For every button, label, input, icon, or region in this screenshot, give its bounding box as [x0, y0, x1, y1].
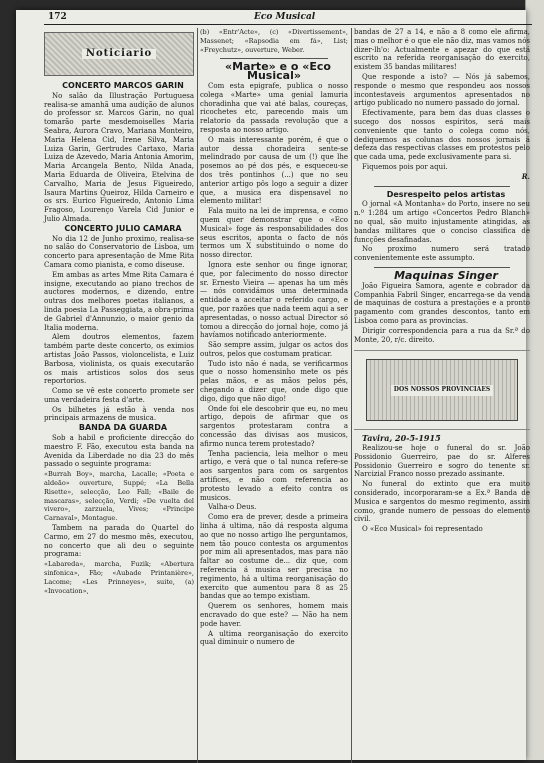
article-heading: Maquinas Singer	[394, 268, 498, 282]
paragraph: A ultima reorganisação do exercito qual diminuir o numero de	[200, 629, 348, 647]
page-number: 172	[48, 12, 67, 22]
paragraph: Dirigir correspondencia para a rua da Sr.ª do Monte, 20, r/c. direito.	[354, 326, 530, 344]
signature: R.	[521, 171, 530, 181]
column-3	[354, 28, 530, 535]
paragraph: Onde foi ele descobrir que eu, no meu artigo, depois de afirmar que os sargentos protestaram contra a concessão das divisas aos musicos, afirmo nunca terem protestado?	[200, 404, 348, 448]
paragraph: João Figueira Samora, agente e cobrador da Companhia Fabril Singer, encarrega-se da venda de maquinas de costura a prestações e a pronto pagamento com grandes descontos, tanto em Lisboa como para as provincias.	[354, 281, 530, 325]
column-2	[200, 28, 348, 648]
section-banner	[44, 32, 194, 76]
paragraph: Realizou-se hoje o funeral do sr. João Possidonio Guerreiro, pae do sr. Alferes Possidonio Guerreiro e sogro do tenente sr. Narcizial Franco nosso prezado assinante.	[354, 444, 530, 479]
dateline: Tavira, 20-5-1915	[362, 433, 441, 444]
article-heading: CONCERTO JULIO CAMARA	[64, 223, 182, 233]
paragraph: No funeral do extinto que era muito considerado, incorporaram-se a Ex.ª Banda de Musica e sargentos do mesmo regimento, assim como, grande numero de pessoas do elemento civil.	[354, 480, 530, 524]
divider	[220, 58, 328, 59]
section-logo	[354, 350, 530, 430]
program-list: «Burrah Boy», marcha, Lacalle; «Poeta e aldeão» ouverture, Suppé; «La Bella Risette», selecção, Leo Fall; «Baile de mascaras», selecção, Verdi; «De vuelta del vivero», zarzuela, Vives; «Principe Carnaval», Montague.	[44, 470, 194, 523]
paragraph: O «Eco Musical» foi representado	[362, 525, 483, 534]
paragraph: São sempre assim, julgar os actos dos outros, pelos que costumam praticar.	[200, 341, 348, 358]
paragraph: No dia 12 de Junho proximo, realisa-se no salão do Conservatorio de Lisboa, um concerto para apresentação de Mme Rita Camara como pianista, e como diseuse.	[44, 234, 194, 269]
paragraph: No proximo numero será tratado convenientemente este assumpto.	[354, 245, 530, 263]
paragraph: Tambem na parada do Quartel do Carmo, em 27 do mesmo mês, executou, no concerto que ali deu o seguinte programa:	[44, 524, 194, 559]
banner-title: Noticiario	[82, 49, 156, 60]
paragraph: Tudo isto não é nada, se verificarmos que o nosso homensinho mete os pés pelas mãos, e as mãos pelos pés, chegando a dizer que, onde digo que digo, digo que não digo!	[200, 359, 348, 403]
paragraph: O jornal «A Montanha» do Porto, insere no seu n.º 1:284 um artigo «Concertos Pedro Blanch» no qual, são muito injustamente atingidas, as bandas militares que o conciso classifica de funcções desafinadas.	[354, 200, 530, 244]
paragraph: Querem os senhores, homem mais encravado do que este? — Não ha nem pode haver.	[200, 602, 348, 628]
paragraph: No salão da Illustração Portuguesa realisa-se amanhã uma audição de alunos do professor sr. Marcos Garin, no qual tomarão parte mesdemoiselles Maria Seabra, Aurora Cravo, Mariana Monteiro, Maria Helena Cid, Irene Silva, Maria Luiza Garin, Gertrudes Cartaxo, Maria Luiza de Azevedo, Maria Antonia Amorim, Maria Arcangela Bento, Nilda Anada, Maria Eduarda de Oliveira, Etelvina de Carvalho, Maria de Jesus Figueiredo, Isaura Martins Queiroz, Hilda Carneiro e os srs. Eurico Figueiredo, Antonio Lima Fragoso, Lourenço Varela Cid Junior e Julio Almada.	[44, 91, 194, 223]
program-list: «Labareda», marcha, Fuzik; «Abertura sinfonica», Fão; «Aubade Printanière», Lacome; «Les Prinneyes», suite, (a) «Invocation»,	[44, 560, 194, 595]
column-1	[44, 28, 194, 596]
paragraph: Valha-o Deus.	[208, 503, 257, 512]
paragraph: Sob a habil e proficiente direcção do maestro F. Fão, executou esta banda na Avenida da Liberdade no dia 23 do mês passado o seguinte programa:	[44, 434, 194, 469]
paragraph: Os bilhetes já estão à venda nos principais armazens de musica.	[44, 405, 194, 423]
paragraph: Tenha paciencia, leia melhor o meu artigo, e verá que o tal nunca refere-se aos sargentos para com os sargentos artifices, e não com referencia ao protesto levado a efeito contra os musicos.	[200, 449, 348, 502]
article-heading: Desrespeito pelos artistas	[386, 189, 506, 199]
column-divider	[197, 28, 198, 763]
paragraph: Ignora este senhor ou finge ignorar, que, por falecimento do nosso director sr. Ernesto Vieira — apenas ha um mês — nós convidámos uma determinada entidade a acceitar o referido cargo, e que, por razões que nada teem aqui a ser apresentadas, o nosso actual Director só tomou a direcção do jornal hoje, como já havíamos notificado anteriormente.	[200, 260, 348, 340]
paragraph: Com esta epigrafe, publica o nosso colega «Marte» uma genial lamuria choradinha que vai até balas, coureças, ricochetes etc, parecendo mais um relatorio da passada revolução que a resposta ao nosso artigo.	[200, 81, 348, 134]
article-heading: BANDA DA GUARDA	[78, 423, 168, 433]
paragraph: Fala muito na lei de imprensa, e como quem quer demonstrar que o «Eco Musical» foge ás responsabilidades dos seus escritos, aponta o facto de nós termos um X substituindo o nome do nosso director.	[200, 207, 348, 260]
program-list: (b) «Entr'Acte», (c) «Divertissement», Massenet; «Rapsodia em fá», List; «Freychutz», ouverture, Weber.	[200, 28, 348, 54]
paragraph: bandas de 27 a 14, e não a 8 como ele afirma, mas o melhor é o que ele não diz, mas vamos nós dizer-lh'o: Actualmente e apezar do que está escrito na referida reorganisação do exercito, existem 35 bandas militares!	[354, 28, 530, 72]
paragraph: Como era de prever, desde a primeira linha á ultima, não dá resposta alguma ao que no nosso artigo lhe perguntamos, nem tão pouco contesta os argumentos por mim ali apresentados, mas para não faltar ao costume de... diz que, com referencia á musica ser precisa no regimento, há a ultima reorganisação do exercito que aumentou para 8 as 25 bandas que ao tempo existiam.	[200, 513, 348, 601]
article-heading: CONCERTO MARCOS GARIN	[62, 81, 184, 90]
paragraph: Fiquemos pois por aqui.	[362, 162, 448, 171]
divider	[374, 186, 510, 187]
newspaper-page	[16, 10, 530, 760]
article-heading: «Marte» e o «Eco Musical»	[225, 60, 331, 83]
logo-label: DOS NOSSOS PROVINCIAES	[391, 385, 493, 396]
paragraph: Como se vê este concerto promete ser uma verdadeira festa d'arte.	[44, 387, 194, 404]
paragraph: Que responde a isto? — Nós já sabemos, responde o mesmo que respondeu aos nossos incontestaveis argumentos apresentados no artigo publicado no numero passado do jornal.	[354, 72, 530, 108]
divider	[374, 267, 510, 268]
paragraph: Alem doutros elementos, fazem também parte deste concerto, os eximios artistas João Passos, violoncelista, e Luiz Barbosa, violinista, os quais executarão os mais artisticos solos dos seus reportorios.	[44, 333, 194, 386]
header-rule	[44, 24, 532, 25]
running-head: Eco Musical	[254, 12, 316, 22]
paragraph: O mais interessante porém, é que o autor dessa choradeira sente-se melindrado por causa de um (!) que lhe posemos ao pé dos pés, e esqueceu-se dos três pontinhos (...) que no seu anterior artigo pôs logo a seguir a dizer que, a musica era dispensavel no elemento militar!	[200, 135, 348, 206]
paragraph: Efectivamente, para bem das duas classes o sucego dos nossos espiritos, será mais conveniente que tanto o colega como nós, dediquemos as colunas dos nossos jornais á defeza das respectivas classes em protestos pelo que cada uma, pede exclusivamente para si.	[354, 109, 530, 162]
column-divider	[351, 28, 352, 763]
paragraph: Em ambas as artes Mme Rita Camara é insigne, executando ao piano trechos de auctores modernos, e dizendo, entre outras dos melhores poetas italianos, a linda poesia La Passeggiata, a obra-prima de Gabriel d'Annunzio, o maior genio da Italia moderna.	[44, 270, 194, 332]
